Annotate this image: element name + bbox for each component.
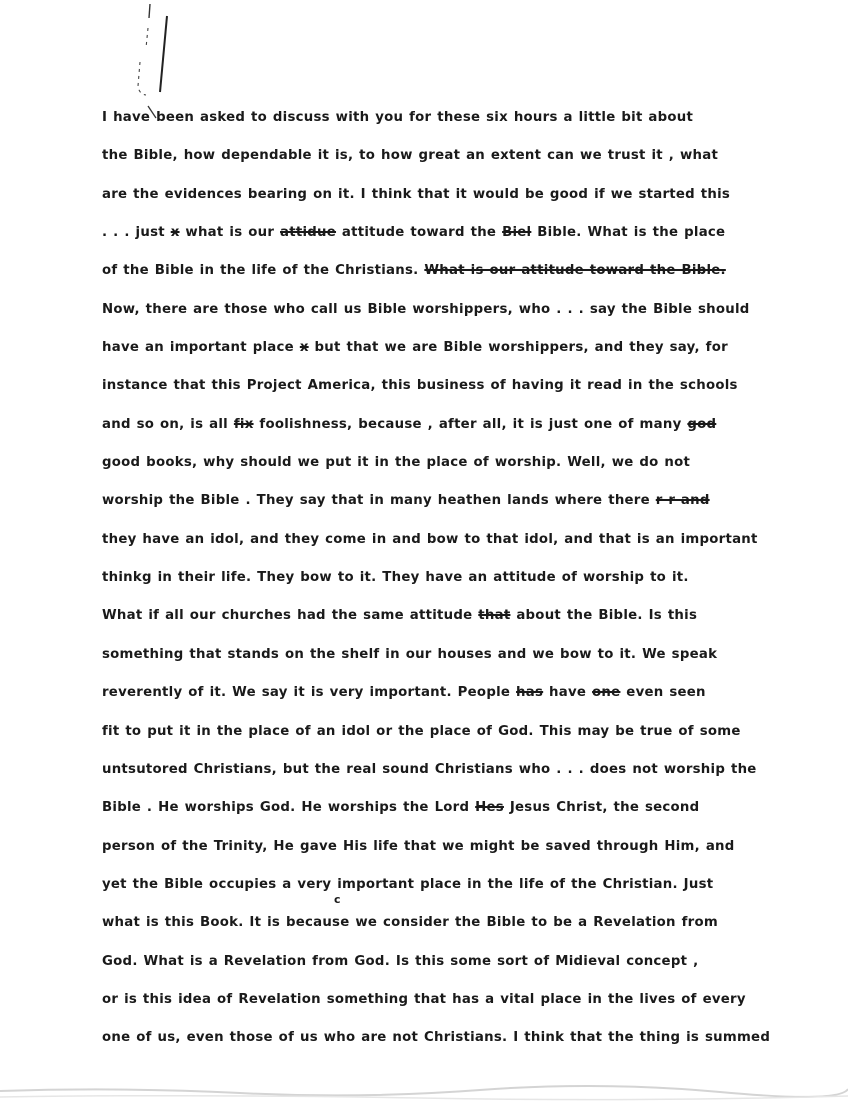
- pencil-stroke: [160, 16, 167, 92]
- text-line: [102, 794, 822, 832]
- text-segment: what is our: [179, 225, 281, 241]
- text-line: [102, 296, 822, 334]
- text-segment: what is this Book. It is because we consider the Bible to be a Revelation from: [102, 915, 718, 931]
- text-line: [102, 833, 822, 871]
- text-segment: thinkg in their life. They bow to it. They have an attitude of worship to it.: [102, 570, 689, 586]
- text-line: [102, 181, 822, 219]
- text-line: [102, 756, 822, 794]
- text-line: [102, 104, 822, 142]
- text-segment: Bible . He worships God. He worships the Lord: [102, 800, 476, 816]
- page-bottom-edge: [0, 1075, 848, 1102]
- text-line: [102, 372, 822, 410]
- text-segment: . . . just: [102, 225, 171, 241]
- transcript-text: [102, 104, 822, 1063]
- text-line: [102, 1024, 822, 1062]
- text-segment: the Bible, how dependable it is, to how great an extent can we trust it , what: [102, 148, 719, 164]
- text-line: [102, 602, 822, 640]
- text-segment: worship the Bible . They say that in many heathen lands where there: [102, 493, 656, 509]
- text-segment: and so on, is all: [102, 416, 234, 432]
- text-segment: something that stands on the shelf in our houses and we bow to it. We speak: [102, 646, 718, 662]
- text-segment: have an important place: [102, 340, 300, 356]
- strikethrough-text: that: [478, 608, 511, 624]
- text-segment: person of the Trinity, He gave His life that we might be saved through Him, and: [102, 838, 735, 854]
- text-line: [102, 948, 822, 986]
- strikethrough-text: attidue: [280, 225, 337, 241]
- text-segment: yet the Bible occupies a very important place in the life of the Christian. Just: [102, 876, 714, 892]
- strikethrough-text: What is our attitude toward the Bible.: [424, 263, 726, 279]
- text-line: [102, 257, 822, 295]
- text-segment: reverently of it. We say it is very important. People: [102, 685, 517, 701]
- text-line: [102, 334, 822, 372]
- text-line: [102, 142, 822, 180]
- text-line: [102, 718, 822, 756]
- text-segment: but that we are Bible worshippers, and they say, for: [308, 340, 728, 356]
- strikethrough-text: x: [170, 225, 180, 241]
- strikethrough-text: god: [687, 416, 717, 432]
- text-segment: of the Bible in the life of the Christians.: [102, 263, 425, 279]
- text-line: [102, 871, 822, 909]
- text-segment: foolishness, because , after all, it is just one of many: [253, 416, 688, 432]
- text-line: [102, 487, 822, 525]
- text-segment: about the Bible. Is this: [510, 608, 698, 624]
- text-line: [102, 564, 822, 602]
- pencil-stroke: [138, 62, 146, 95]
- text-segment: Jesus Christ, the second: [503, 800, 700, 816]
- text-line: [102, 449, 822, 487]
- text-line: [102, 526, 822, 564]
- text-segment: Bible. What is the place: [531, 225, 726, 241]
- text-segment: instance that this Project America, this business of having it read in the schools: [102, 378, 738, 394]
- strikethrough-text: has: [516, 685, 544, 701]
- text-segment: have: [543, 685, 593, 701]
- text-segment: I have been asked to discuss with you for these six hours a little bit about: [102, 110, 694, 125]
- correction-mark: c: [334, 893, 341, 906]
- pencil-stroke: [149, 4, 150, 18]
- text-line: [102, 641, 822, 679]
- text-segment: attitude toward the: [336, 225, 503, 241]
- text-segment: God. What is a Revelation from God. Is this some sort of Midieval concept ,: [102, 953, 699, 969]
- text-segment: are the evidences bearing on it. I think that it would be good if we started this: [102, 186, 731, 202]
- strikethrough-text: one: [592, 685, 621, 701]
- text-segment: untsutored Christians, but the real sound Christians who . . . does not worship the: [102, 761, 757, 777]
- text-segment: What if all our churches had the same attitude: [102, 608, 479, 624]
- text-segment: good books, why should we put it in the place of worship. Well, we do not: [102, 455, 691, 471]
- text-segment: one of us, even those of us who are not Christians. I think that the thing is summed: [102, 1030, 771, 1046]
- strikethrough-text: r-r-and: [655, 493, 710, 509]
- text-line: [102, 909, 822, 947]
- text-line: [102, 986, 822, 1024]
- pencil-stroke: [146, 28, 148, 48]
- text-segment: even seen: [620, 685, 706, 701]
- text-segment: fit to put it in the place of an idol or the place of God. This may be true of some: [102, 723, 741, 739]
- text-line: [102, 679, 822, 717]
- text-segment: they have an idol, and they come in and bow to that idol, and that is an important: [102, 531, 758, 547]
- text-line: [102, 219, 822, 257]
- strikethrough-text: Hes: [475, 800, 504, 816]
- text-segment: Now, there are those who call us Bible worshippers, who . . . say the Bible should: [102, 301, 750, 317]
- text-segment: or is this idea of Revelation something that has a vital place in the lives of every: [102, 991, 746, 1007]
- strikethrough-text: x: [299, 340, 309, 356]
- strikethrough-text: fix: [233, 416, 254, 432]
- strikethrough-text: Biel: [502, 225, 532, 241]
- text-line: [102, 411, 822, 449]
